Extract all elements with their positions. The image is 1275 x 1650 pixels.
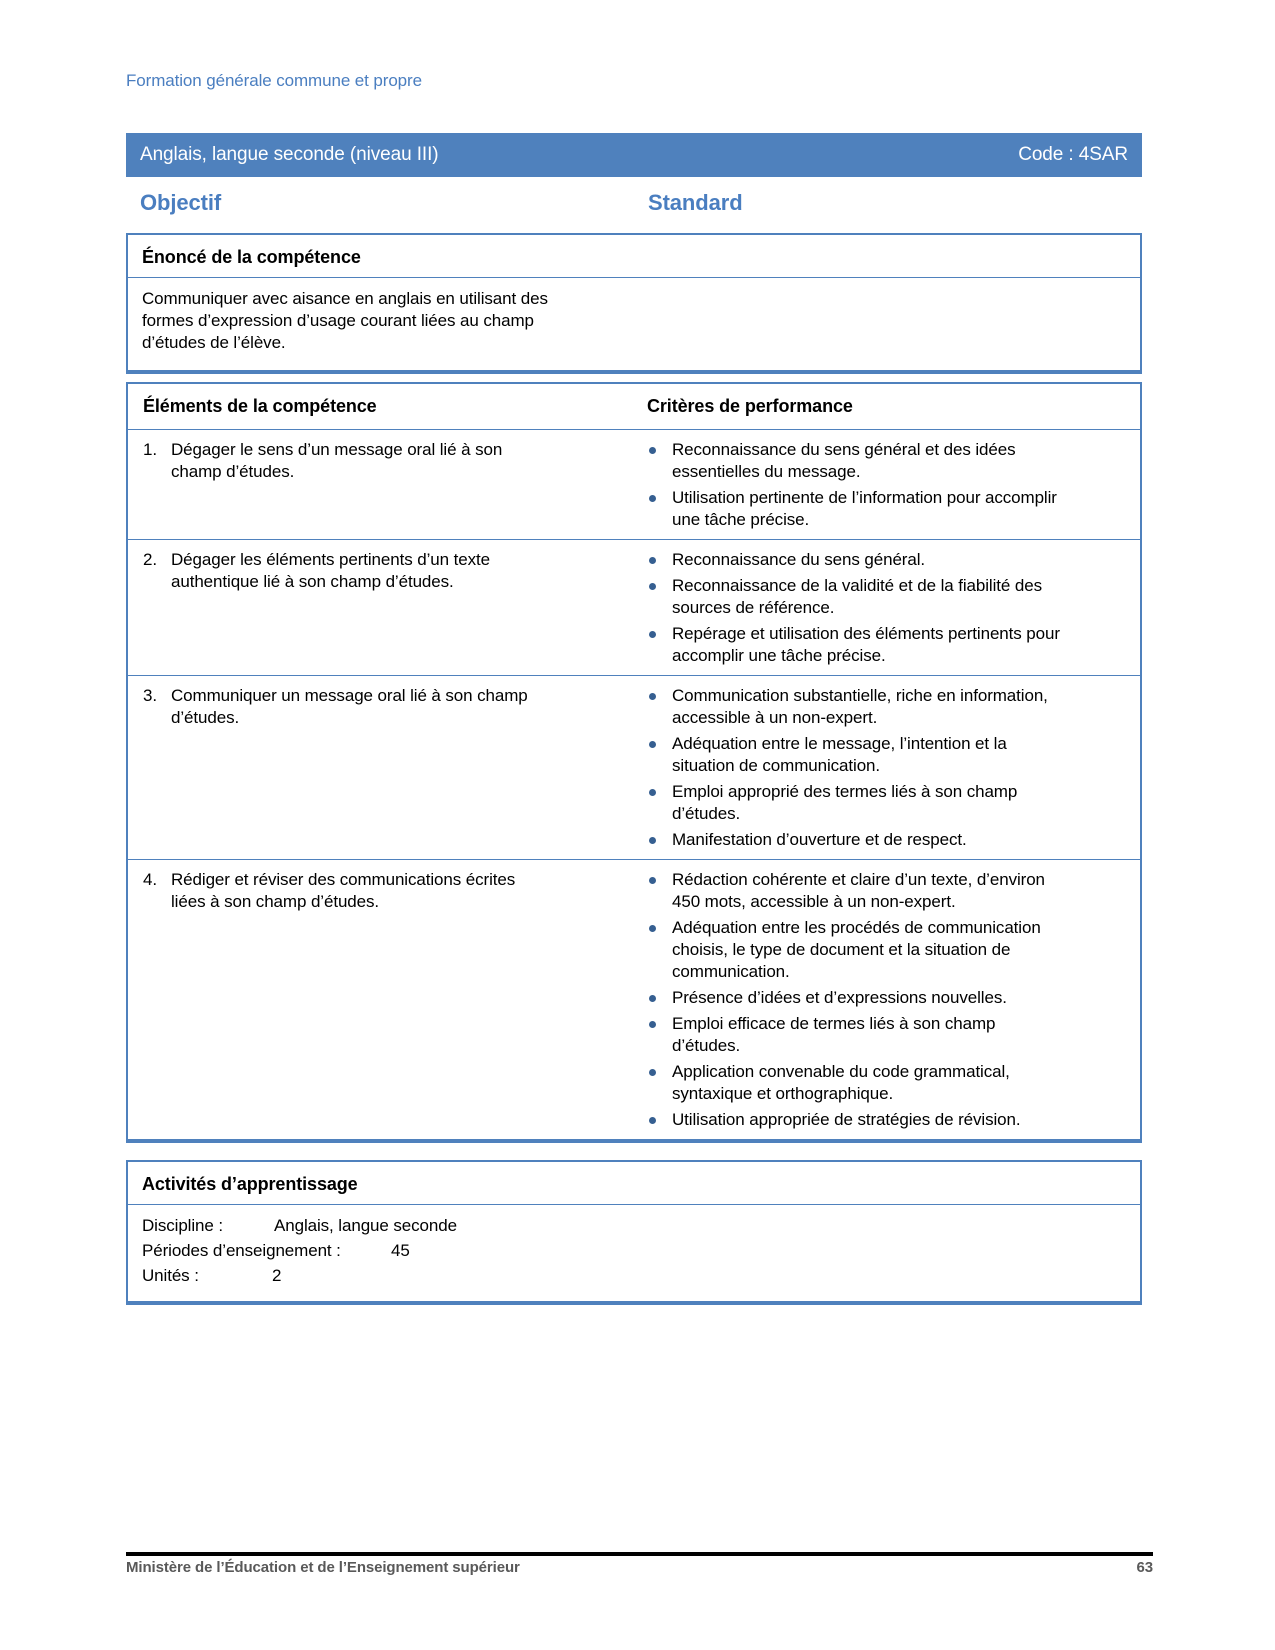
criteria-item: Repérage et utilisation des éléments pertinents pour accomplir une tâche précise.: [645, 623, 1062, 667]
criteria-list: [645, 860, 1140, 1139]
table-row: [128, 859, 1140, 1139]
element-number: 4.: [143, 870, 157, 889]
criteria-item: Utilisation appropriée de stratégies de révision.: [645, 1109, 1062, 1131]
periodes-label: Périodes d’enseignement :: [142, 1241, 341, 1260]
footer-page-number: 63: [1136, 1559, 1153, 1576]
activites-line: [142, 1263, 1126, 1288]
criteria-item: Adéquation entre les procédés de communication choisis, le type de document et la situation de communication.: [645, 917, 1062, 983]
competence-table-header: [128, 384, 1140, 430]
criteria-item: Reconnaissance du sens général.: [645, 549, 1062, 571]
criteria-item: Reconnaissance du sens général et des idées essentielles du message.: [645, 439, 1062, 483]
column-titles: [126, 190, 1142, 220]
course-header-bar: [126, 133, 1142, 177]
section-eyebrow: Formation générale commune et propre: [126, 71, 422, 90]
page-content: [126, 0, 1142, 1305]
periodes-value: 45: [391, 1241, 410, 1260]
element-text: Dégager le sens d’un message oral lié à son champ d’études.: [171, 440, 503, 481]
activites-line: [142, 1213, 1126, 1238]
table-row: [128, 675, 1140, 859]
objectif-title: Objectif: [140, 190, 222, 215]
enonce-text: Communiquer avec aisance en anglais en utilisant des formes d’expression d’usage courant liées au champ d’études de l’élève.: [142, 289, 548, 352]
element-cell: [128, 540, 645, 675]
element-number: 2.: [143, 550, 157, 569]
criteria-list: [645, 676, 1140, 859]
page-footer: [126, 1552, 1153, 1576]
criteria-item: Rédaction cohérente et claire d’un texte, d’environ 450 mots, accessible à un non-expert.: [645, 869, 1062, 913]
criteria-list: [645, 540, 1140, 675]
table-row: [128, 539, 1140, 675]
criteria-item: Application convenable du code grammatical, syntaxique et orthographique.: [645, 1061, 1062, 1105]
standard-title: Standard: [648, 190, 743, 215]
activites-body: [128, 1205, 1140, 1301]
enonce-box: [126, 233, 1142, 374]
unites-value: 2: [272, 1266, 282, 1285]
element-cell: [128, 430, 645, 539]
table-row: [128, 430, 1140, 539]
criteria-item: Reconnaissance de la validité et de la fiabilité des sources de référence.: [645, 575, 1062, 619]
activites-box: [126, 1160, 1142, 1305]
course-code: Code : 4SAR: [1018, 144, 1128, 165]
activites-line: [142, 1238, 1126, 1263]
enonce-body: [128, 278, 1140, 370]
criteria-item: Utilisation pertinente de l’information pour accomplir une tâche précise.: [645, 487, 1062, 531]
criteria-list: [645, 430, 1140, 539]
discipline-label: Discipline :: [142, 1216, 223, 1235]
element-number: 3.: [143, 686, 157, 705]
discipline-value: Anglais, langue seconde: [274, 1216, 457, 1235]
unites-label: Unités :: [142, 1266, 199, 1285]
element-text: Dégager les éléments pertinents d’un texte authentique lié à son champ d’études.: [171, 550, 490, 591]
activites-heading: Activités d’apprentissage: [128, 1162, 1140, 1205]
criteria-item: Présence d’idées et d’expressions nouvelles.: [645, 987, 1062, 1009]
criteria-item: Adéquation entre le message, l’intention et la situation de communication.: [645, 733, 1062, 777]
criteria-item: Emploi approprié des termes liés à son champ d’études.: [645, 781, 1062, 825]
element-text: Rédiger et réviser des communications écrites liées à son champ d’études.: [171, 870, 516, 911]
competence-table: [126, 382, 1142, 1143]
course-title: Anglais, langue seconde (niveau III): [140, 144, 439, 165]
element-cell: [128, 676, 645, 859]
criteres-heading: Critères de performance: [647, 396, 853, 416]
footer-ministry: Ministère de l’Éducation et de l’Enseignement supérieur: [126, 1559, 520, 1576]
criteria-item: Communication substantielle, riche en information, accessible à un non-expert.: [645, 685, 1062, 729]
element-number: 1.: [143, 440, 157, 459]
criteria-item: Manifestation d’ouverture et de respect.: [645, 829, 1062, 851]
enonce-heading: Énoncé de la compétence: [128, 235, 1140, 278]
element-text: Communiquer un message oral lié à son champ d’études.: [171, 686, 528, 727]
element-cell: [128, 860, 645, 1139]
elements-heading: Éléments de la compétence: [143, 396, 377, 416]
criteria-item: Emploi efficace de termes liés à son champ d’études.: [645, 1013, 1062, 1057]
